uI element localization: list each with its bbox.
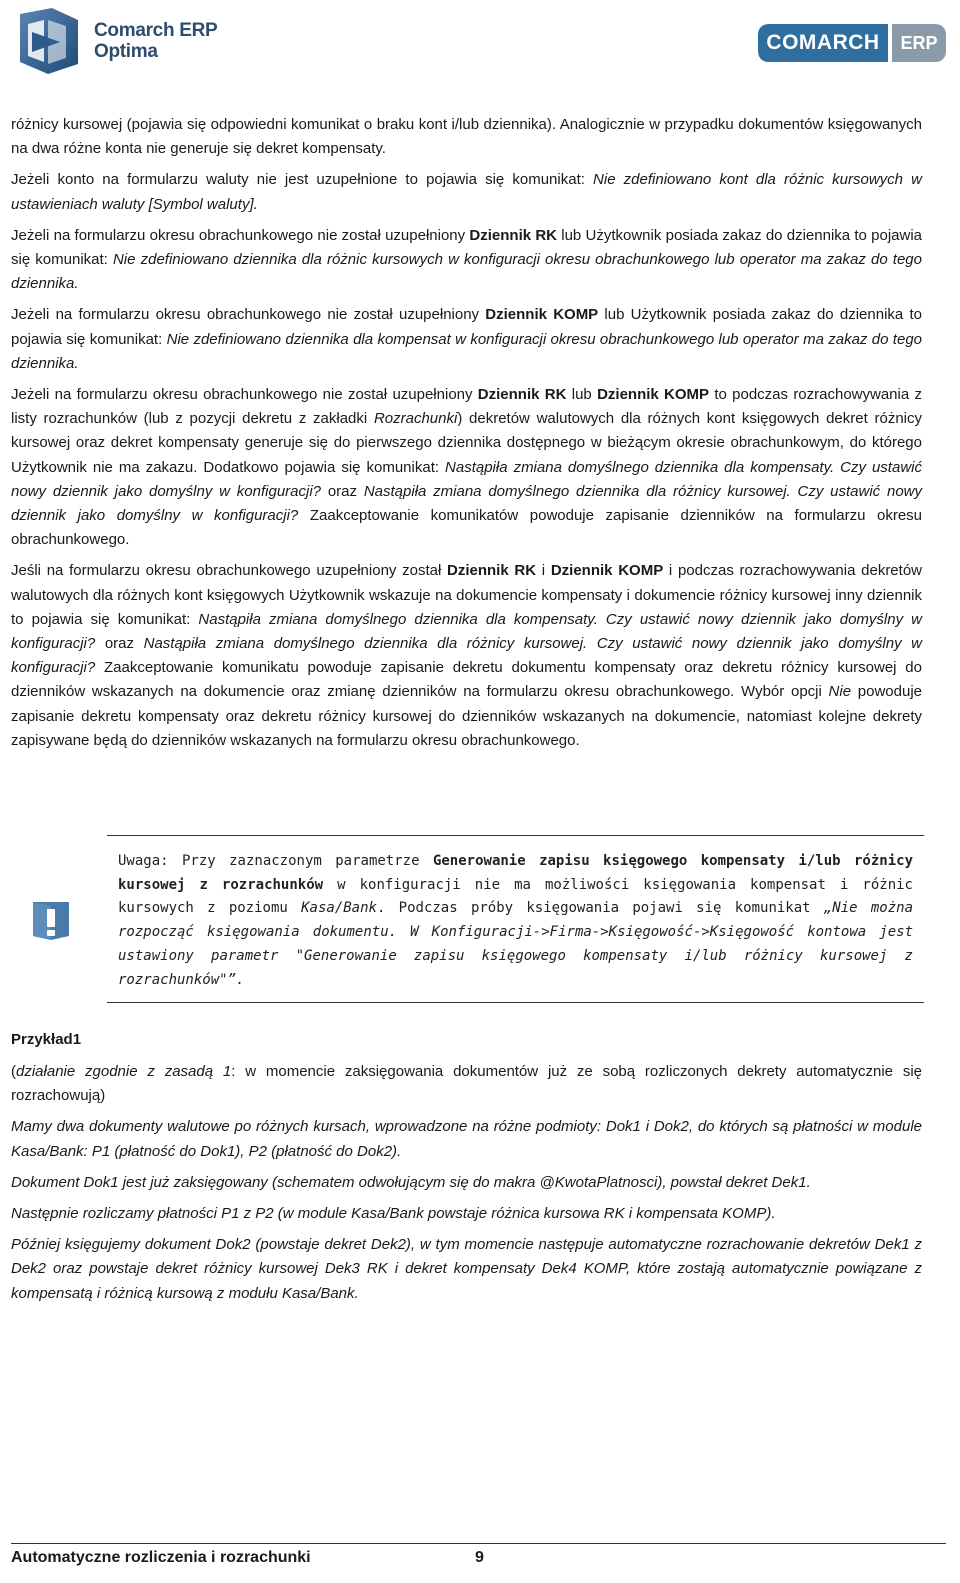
message-text: „Nie można rozpocząć księgowania dokumentu. W Konfiguracji->Firma->Księgowość->Księgowość kontowa jest ustawiony parametr "Generowanie zapisu księgowego kompensaty i/lub różnicy kursowej z rozrachunków"”. [118, 900, 914, 988]
italic-term: Nie [828, 683, 852, 701]
text: Jeżeli na formularzu okresu obrachunkowego nie został uzupełniony [11, 306, 486, 324]
text: oraz [321, 482, 364, 500]
page-header [0, 0, 960, 90]
italic-term: Kasa/Bank [301, 900, 377, 917]
message-text: Nie zdefiniowano dziennika dla różnic kursowych w konfiguracji okresu obrachunkowego lub operator ma zakaz do tego dziennika. [11, 251, 922, 293]
bold-term: Dziennik RK [477, 386, 567, 404]
example-paragraph-2 [11, 1115, 922, 1163]
paragraph-5 [11, 383, 922, 552]
paragraph-4 [11, 303, 922, 376]
note-text [118, 850, 913, 992]
example-paragraph-1 [11, 1060, 922, 1108]
text: Jeżeli na formularzu okresu obrachunkowego nie został uzupełniony [11, 226, 470, 244]
text: i podczas rozrachowywania dekretów walutowych dla różnych kont księgowych Użytkownik wskazuje na dokumencie kompensaty i dokumencie różnicy kursowej inny dziennik to pojawia się komunikat: [11, 562, 922, 628]
page-number: 9 [475, 1549, 484, 1566]
example-title: Przykład1 [11, 1031, 82, 1048]
text: Uwaga: Przy zaznaczonym parametrze [118, 853, 433, 869]
message-text: Nie zdefiniowano kont dla różnic kursowych w ustawieniach waluty [Symbol waluty]. [11, 171, 922, 213]
logo-line-1: Comarch ERP [94, 20, 218, 41]
text: to podczas rozrachowywania z listy rozrachunków (lub z pozycji dekretu z zakładki [11, 386, 922, 428]
page-footer [11, 1543, 946, 1574]
exclamation-icon [27, 896, 75, 944]
bold-term: Dziennik RK [469, 226, 557, 244]
bold-term: Dziennik KOMP [597, 386, 710, 404]
optima-logo-icon [14, 6, 84, 76]
paragraph-2 [11, 168, 922, 216]
text: lub [566, 386, 598, 404]
comarch-erp-logo [758, 24, 946, 62]
italic-text: Dokument Dok1 jest już zaksięgowany (schematem odwołującym się do makra @KwotaPlatnosci), powstał dekret Dek1. [11, 1173, 811, 1191]
example-section [11, 1028, 922, 1313]
text: różnicy kursowej (pojawia się odpowiedni komunikat o braku kont i/lub dziennika). Analogicznie w przypadku dokumentów księgowanych na dwa różne konta nie generuje się dekret kompensaty. [11, 116, 922, 158]
message-text: Nastąpiła zmiana domyślnego dziennika dla kompensaty. Czy ustawić nowy dziennik jako domyślny w konfiguracji? [11, 458, 922, 500]
logo-line-2: Optima [94, 41, 158, 62]
message-text: Nastąpiła zmiana domyślnego dziennika dla kompensaty. Czy ustawić nowy dziennik jako domyślny w konfiguracji? [11, 610, 922, 653]
example-paragraph-5 [11, 1233, 922, 1306]
message-text: Nie zdefiniowano dziennika dla kompensat w konfiguracji okresu obrachunkowego lub operator ma zakaz do tego dziennika. [11, 330, 922, 372]
paragraph-6 [11, 559, 922, 753]
text: Zaakceptowanie komunikatów powoduje zapisanie dzienników na formularzu okresu obrachunkowego. [11, 507, 923, 549]
text: powoduje zapisanie dekretu kompensaty oraz dekretu różnicy kursowej do dzienników wskazanych na dokumencie, natomiast kolejne dekrety zapisywane będą do dzienników wskazanych na formularzu okresu obrachunkowego. [11, 683, 922, 749]
italic-text: Mamy dwa dokumenty walutowe po różnych kursach, wprowadzone na różne podmioty: Dok1 i Dok2, do których są płatności w module Kasa/Bank: P1 (płatność do Dok1), P2 (płatność do Dok2). [11, 1118, 922, 1160]
text: : w momencie zaksięgowania dokumentów już ze sobą rozliczonych dekrety automatycznie się rozrachowują) [11, 1063, 922, 1105]
paragraph-1 [11, 113, 922, 161]
text: Zaakceptowanie komunikatu powoduje zapisanie dekretu dokumentu kompensaty oraz dekretu różnicy kursowej do dzienników wskazanych na dokumencie oraz zmianę dzienników na formularzu okresu obrachunkowego. Wybór opcji [11, 659, 922, 701]
paragraph-3 [11, 224, 922, 297]
italic-term: Rozrachunki [373, 410, 458, 428]
text: oraz [95, 635, 144, 653]
warning-note [107, 835, 924, 1003]
italic-text: Następnie rozliczamy płatności P1 z P2 (w module Kasa/Bank powstaje różnica kursowa RK i kompensata KOMP). [11, 1205, 776, 1223]
comarch-erp-optima-logo [14, 6, 217, 76]
example-paragraph-4 [11, 1202, 922, 1226]
footer-title: Automatyczne rozliczenia i rozrachunki [11, 1549, 311, 1566]
logo-text [94, 20, 217, 62]
bold-term: Dziennik KOMP [550, 562, 664, 580]
text: Jeżeli konto na formularzu waluty nie jest uzupełnione to pojawia się komunikat: [11, 171, 594, 189]
italic-term: działanie zgodnie z zasadą 1 [16, 1063, 232, 1080]
bold-term: Generowanie zapisu księgowego kompensaty i/lub różnicy kursowej z rozrachunków [118, 853, 913, 893]
bold-term: Dziennik RK [447, 562, 537, 580]
text: . Podczas próby księgowania pojawi się komunikat [376, 900, 824, 917]
text: i [536, 562, 551, 580]
main-content [11, 113, 922, 760]
comarch-brand-text: COMARCH [758, 24, 888, 62]
message-text: Nastąpiła zmiana domyślnego dziennika dla różnicy kursowej. Czy ustawić nowy dziennik jako domyślny w konfiguracji? [11, 635, 923, 677]
text: lub Użytkownik posiada zakaz do dziennika to pojawia się komunikat: [11, 226, 923, 269]
text: Jeżeli na formularzu okresu obrachunkowego nie został uzupełniony [11, 386, 478, 404]
text: ) dekretów walutowych dla różnych kont księgowych dekret różnicy kursowej oraz dekret kompensaty generuje się do pierwszego dziennika dostępnego w bieżącym okresie obrachunkowym, do którego Użytkownik nie ma zakazu. Dodatkowo pojawia się komunikat: [11, 410, 922, 476]
text: w konfiguracji nie ma możliwości księgowania kompensat i różnic kursowych z poziomu [118, 876, 913, 917]
text: ( [11, 1063, 16, 1080]
example-paragraph-3 [11, 1171, 922, 1195]
text: Jeśli na formularzu okresu obrachunkowego uzupełniony został [11, 562, 448, 580]
italic-text: Później księgujemy dokument Dok2 (powstaje dekret Dek2), w tym momencie następuje automatyczne rozrachowanie dekretów Dek1 z Dek2 oraz powstaje dekret różnicy kursowej Dek3 RK i dekret kompensaty Dek4 KOMP, które zostają automatycznie powiązane z kompensatą i różnicą kursową z modułu Kasa/Bank. [11, 1236, 922, 1302]
bold-term: Dziennik KOMP [485, 306, 599, 324]
text: lub Użytkownik posiada zakaz do dziennika to pojawia się komunikat: [11, 306, 922, 348]
message-text: Nastąpiła zmiana domyślnego dziennika dla różnicy kursowej. Czy ustawić nowy dziennik jako domyślny w konfiguracji? [11, 482, 923, 525]
erp-brand-text: ERP [892, 24, 946, 62]
